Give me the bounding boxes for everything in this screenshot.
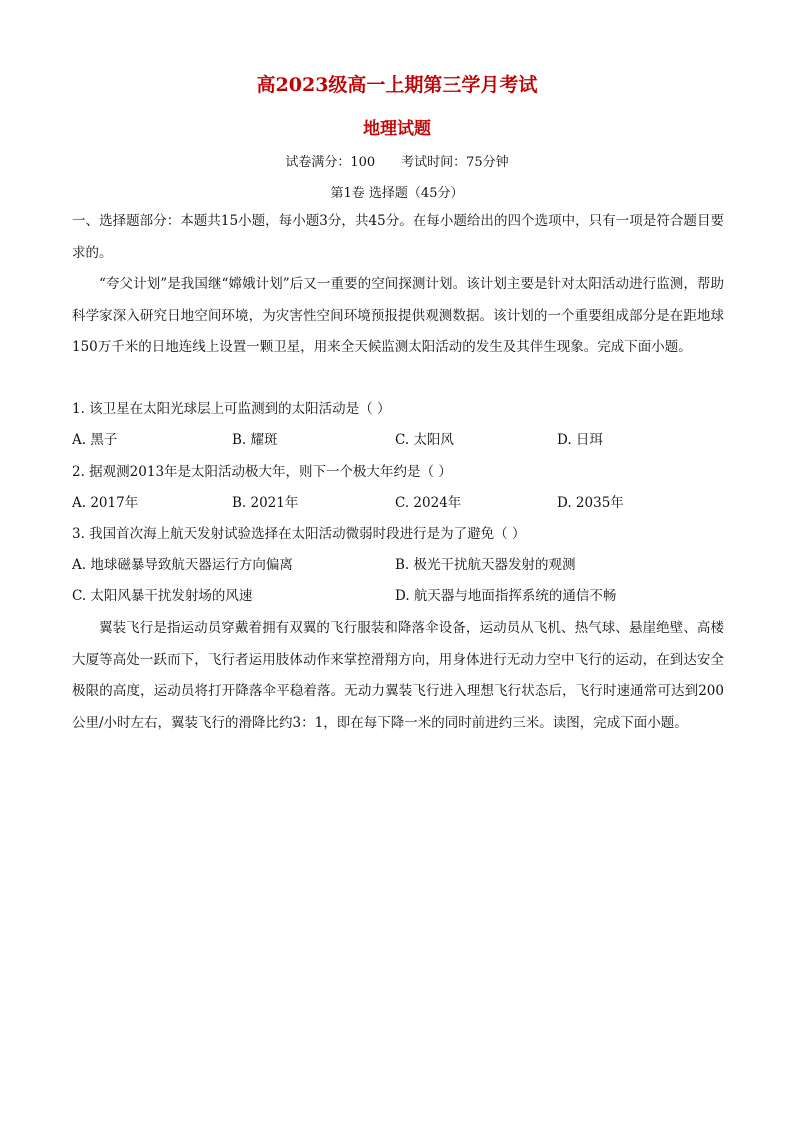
question-1-options	[72, 430, 724, 450]
question-2-option-c[interactable]: C. 2024年	[395, 495, 462, 511]
question-2-option-b[interactable]: B. 2021年	[232, 495, 299, 511]
question-3-option-b[interactable]: B. 极光干扰航天器发射的观测	[395, 557, 576, 573]
question-1-option-b[interactable]: B. 耀斑	[232, 432, 278, 448]
question-3-options-row2	[72, 586, 724, 606]
question-2-options	[72, 493, 724, 513]
exam-time: 考试时间：75分钟	[401, 155, 509, 170]
full-score: 试卷满分：100	[285, 155, 376, 170]
question-1-option-d[interactable]: D. 日珥	[557, 432, 603, 448]
question-3-stem: 3. 我国首次海上航天发射试验选择在太阳活动微弱时段进行是为了避免（ ）	[72, 526, 526, 542]
question-1-option-c[interactable]: C. 太阳风	[395, 432, 454, 448]
exam-info	[0, 151, 794, 170]
passage-kuafu: “夸父计划”是我国继“嫦娥计划”后又一重要的空间探测计划。该计划主要是针对太阳活动进行监测，帮助科学家深入研究日地空间环境，为灾害性空间环境预报提供观测数据。该计划的一个重要组成部分是在距地球150万千米的日地连线上设置一颗卫星，用来全天候监测太阳活动的发生及其伴生现象。完成下面小题。	[72, 276, 724, 355]
question-1-stem: 1. 该卫星在太阳光球层上可监测到的太阳活动是（ ）	[72, 401, 391, 417]
instructions: 一、选择题部分：本题共15小题，每小题3分，共45分。在每小题给出的四个选项中，只有一项是符合题目要求的。	[72, 213, 724, 261]
subject-title: 地理试题	[363, 119, 431, 139]
question-1-option-a[interactable]: A. 黑子	[72, 432, 118, 448]
exam-title: 高2023级高一上期第三学月考试	[256, 74, 538, 96]
question-3-option-c[interactable]: C. 太阳风暴干扰发射场的风速	[72, 588, 253, 604]
question-2-option-a[interactable]: A. 2017年	[72, 495, 139, 511]
question-2-stem: 2. 据观测2013年是太阳活动极大年，则下一个极大年约是（ ）	[72, 464, 452, 480]
question-3-option-d[interactable]: D. 航天器与地面指挥系统的通信不畅	[395, 588, 617, 604]
section-heading: 第1卷 选择题（45分）	[330, 186, 464, 201]
passage-wingsuit: 翼装飞行是指运动员穿戴着拥有双翼的飞行服装和降落伞设备，运动员从飞机、热气球、悬崖绝壁、高楼大厦等高处一跃而下，飞行者运用肢体动作来掌控滑翔方向，用身体进行无动力空中飞行的运动，在到达安全极限的高度，运动员将打开降落伞平稳着落。无动力翼装飞行进入理想飞行状态后，飞行时速通常可达到200公里/小时左右，翼装飞行的滑降比约3：1，即在每下降一米的同时前进约三米。读图，完成下面小题。	[72, 620, 724, 731]
question-3-option-a[interactable]: A. 地球磁暴导致航天器运行方向偏离	[72, 557, 293, 573]
question-2-option-d[interactable]: D. 2035年	[557, 495, 624, 511]
question-3-options-row1	[72, 555, 724, 575]
